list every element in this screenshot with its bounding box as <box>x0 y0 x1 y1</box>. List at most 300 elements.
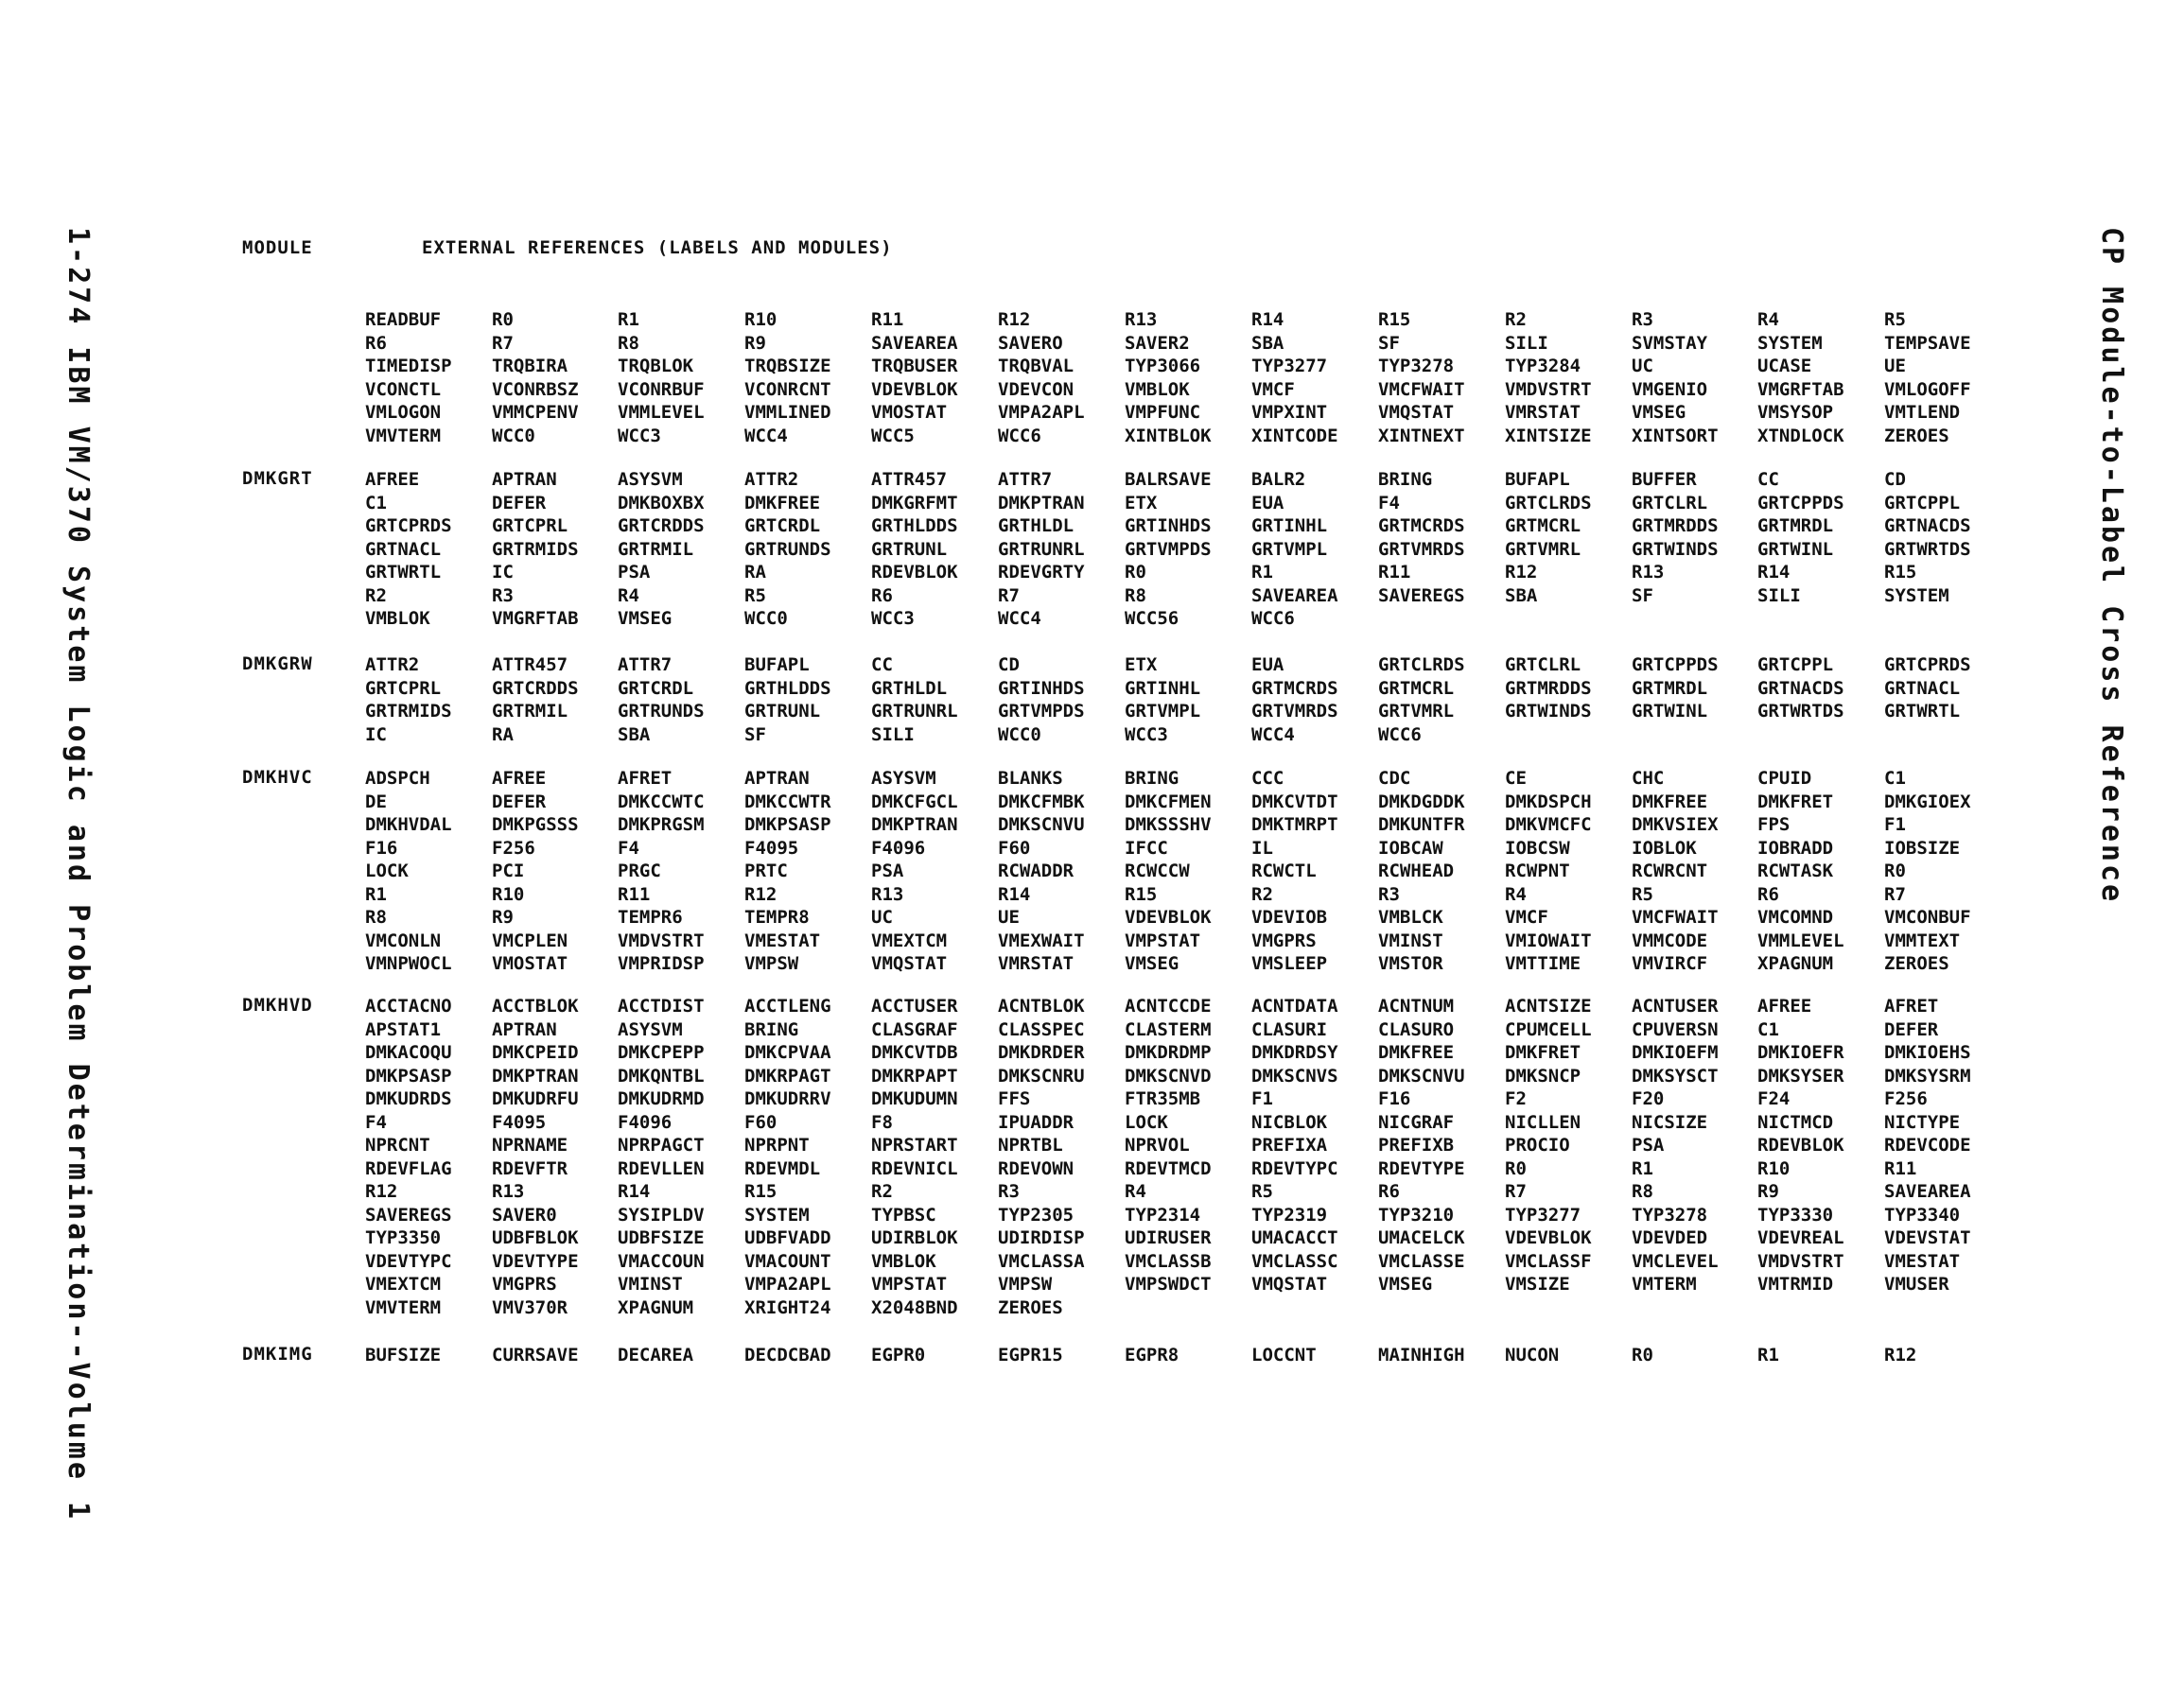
reference-label: TEMPSAVE <box>1884 332 1971 354</box>
reference-label: GRTVMRL <box>1378 701 1455 722</box>
reference-label: EUA <box>1251 654 1284 675</box>
reference-label: SAVEREGS <box>365 1204 452 1226</box>
reference-label: VMBLOK <box>365 608 430 629</box>
reference-label: DMKSYSCT <box>1632 1065 1719 1087</box>
reference-label: F4096 <box>618 1111 673 1133</box>
reference-label: UE <box>998 907 1020 928</box>
reference-label: PREFIXA <box>1251 1135 1328 1156</box>
reference-label: ACNTNUM <box>1378 996 1455 1017</box>
reference-label: DMKSCNVD <box>1125 1065 1212 1087</box>
reference-label: VDEVBLOK <box>1505 1227 1592 1248</box>
reference-label: CPUMCELL <box>1505 1018 1592 1040</box>
reference-label: F8 <box>871 1111 893 1133</box>
reference-label: DMKUDUMN <box>871 1088 958 1109</box>
reference-label: F60 <box>744 1111 778 1133</box>
reference-label: F1 <box>1251 1088 1273 1109</box>
reference-label: R1 <box>365 883 387 905</box>
reference-label: IFCC <box>1125 837 1168 859</box>
reference-label: NICTMCD <box>1757 1111 1834 1133</box>
reference-label: GRTRUNL <box>744 701 821 722</box>
reference-label: WCC3 <box>871 608 915 629</box>
reference-label: IOBLOK <box>1632 837 1697 859</box>
reference-label: C1 <box>1757 1018 1779 1040</box>
reference-label: GRTCRDDS <box>492 677 579 699</box>
reference-label: R6 <box>871 584 893 606</box>
reference-label: UMACELCK <box>1378 1227 1465 1248</box>
reference-label: GRTVMPDS <box>998 701 1085 722</box>
reference-label: GRTRUNDS <box>618 701 705 722</box>
reference-label: ACCTLENG <box>744 996 831 1017</box>
reference-label: R14 <box>1251 309 1284 330</box>
reference-label: BRING <box>1378 469 1433 490</box>
reference-label: GRTCLRL <box>1632 492 1708 513</box>
reference-label: NICSIZE <box>1632 1111 1708 1133</box>
reference-label: VMSEG <box>618 608 673 629</box>
reference-label: ZEROES <box>1884 425 1949 446</box>
reference-label: PROCIO <box>1505 1135 1570 1156</box>
reference-label: R10 <box>744 309 778 330</box>
reference-label: R15 <box>744 1181 778 1202</box>
reference-label: R4 <box>618 584 639 606</box>
reference-label: RDEVNICL <box>871 1157 958 1179</box>
reference-label: DMKUDRMD <box>618 1088 705 1109</box>
reference-label: DMKSCNRU <box>998 1065 1085 1087</box>
reference-label: GRTMCRL <box>1505 515 1581 536</box>
reference-label: FFS <box>998 1088 1031 1109</box>
reference-label: TEMPR6 <box>618 907 683 928</box>
reference-label: VCONCTL <box>365 378 442 400</box>
reference-label: TYP2305 <box>998 1204 1075 1226</box>
reference-label: F60 <box>998 837 1031 859</box>
reference-label: VMOSTAT <box>871 402 948 423</box>
reference-label: IL <box>1251 837 1273 859</box>
reference-label: ACCTACNO <box>365 996 452 1017</box>
reference-label: RCWADDR <box>998 861 1075 881</box>
reference-label: GRTCPRDS <box>1884 654 1971 675</box>
reference-label: GRTWRTL <box>1884 701 1961 722</box>
reference-label: DMKCPVAA <box>744 1042 831 1063</box>
reference-label: R1 <box>1632 1157 1653 1179</box>
reference-label: TRQBLOK <box>618 356 694 376</box>
reference-label: SILI <box>871 723 915 745</box>
reference-label: GRTCPRL <box>492 515 568 536</box>
reference-label: TYP3330 <box>1757 1204 1834 1226</box>
reference-label: VMBLOK <box>1125 378 1190 400</box>
reference-label: GRTWINDS <box>1632 538 1719 560</box>
reference-label: R11 <box>1884 1157 1917 1179</box>
reference-label: IPUADDR <box>998 1111 1075 1133</box>
reference-label: VMESTAT <box>1884 1250 1961 1272</box>
reference-label: IOBRADD <box>1757 837 1834 859</box>
reference-label: VMTERM <box>1632 1274 1697 1295</box>
reference-label: CD <box>998 654 1020 675</box>
reference-label: VMDVSTRT <box>1505 378 1592 400</box>
reference-label: SAVEAREA <box>871 332 958 354</box>
reference-label: R5 <box>1884 309 1906 330</box>
reference-label: VDEVBLOK <box>871 378 958 400</box>
reference-label: VMBLCK <box>1378 907 1443 928</box>
reference-label: F4 <box>1378 492 1400 513</box>
reference-label: VMCF <box>1251 378 1295 400</box>
reference-label: ACNTBLOK <box>998 996 1085 1017</box>
reference-label: R1 <box>1251 562 1273 583</box>
reference-label: ACNTCCDE <box>1125 996 1212 1017</box>
reference-label: GRTWRTDS <box>1884 538 1971 560</box>
reference-label: PRTC <box>744 861 788 881</box>
reference-label: DMKSCNVS <box>1251 1065 1338 1087</box>
reference-label: VMCOMND <box>1757 907 1834 928</box>
reference-label: AFRET <box>1884 996 1939 1017</box>
reference-label: MAINHIGH <box>1378 1345 1465 1365</box>
reference-label: SILI <box>1757 584 1801 606</box>
reference-label: GRTRMIL <box>492 701 568 722</box>
reference-label: UC <box>1632 356 1653 376</box>
reference-label: DMKPSASP <box>744 814 831 835</box>
reference-label: GRTNACDS <box>1757 677 1844 699</box>
reference-label: TYP3210 <box>1378 1204 1455 1226</box>
reference-label: VMSEG <box>1378 1274 1433 1295</box>
reference-label: GRTVMRL <box>1505 538 1581 560</box>
reference-label: GRTRMIDS <box>365 701 452 722</box>
reference-label: DMKPSASP <box>365 1065 452 1087</box>
reference-label: GRTINHDS <box>1125 515 1212 536</box>
reference-label: CCC <box>1251 768 1284 789</box>
reference-label: SBA <box>1505 584 1538 606</box>
reference-label: XINTCODE <box>1251 425 1338 446</box>
reference-label: F24 <box>1757 1088 1791 1109</box>
reference-label: BUFSIZE <box>365 1345 442 1365</box>
reference-label: GRTMRDL <box>1632 677 1708 699</box>
reference-label: VMGPRS <box>492 1274 557 1295</box>
reference-label: GRTCRDL <box>744 515 821 536</box>
reference-label: VMBLOK <box>871 1250 936 1272</box>
reference-label: XINTSORT <box>1632 425 1719 446</box>
reference-label: VMCFWAIT <box>1632 907 1719 928</box>
reference-label: DMKSCNVU <box>1378 1065 1465 1087</box>
reference-label: DE <box>365 791 387 812</box>
reference-label: VDEVTYPE <box>492 1250 579 1272</box>
reference-label: VMMLEVEL <box>618 402 705 423</box>
reference-label: LOCCNT <box>1251 1345 1317 1365</box>
reference-label: IOBCSW <box>1505 837 1570 859</box>
reference-label: DMKUDRDS <box>365 1088 452 1109</box>
reference-label: ACCTBLOK <box>492 996 579 1017</box>
reference-label: RCWRCNT <box>1632 861 1708 881</box>
reference-label: VMCLASSB <box>1125 1250 1212 1272</box>
reference-label: AFREE <box>1757 996 1812 1017</box>
reference-label: R11 <box>1378 562 1411 583</box>
reference-label: WCC6 <box>1251 608 1295 629</box>
reference-label: GRTHLDL <box>871 677 948 699</box>
reference-label: VMSIZE <box>1505 1274 1570 1295</box>
reference-label: UDIRUSER <box>1125 1227 1212 1248</box>
reference-label: LOCK <box>1125 1111 1168 1133</box>
reference-label: F4 <box>618 837 639 859</box>
reference-label: ASYSVM <box>618 1018 683 1040</box>
reference-label: WCC6 <box>998 425 1041 446</box>
reference-label: R0 <box>492 309 514 330</box>
reference-label: R3 <box>492 584 514 606</box>
reference-label: DMKDRDER <box>998 1042 1085 1063</box>
reference-label: VMEXTCM <box>871 930 948 951</box>
reference-label: DMKVSIEX <box>1632 814 1719 835</box>
reference-label: VDEVTYPC <box>365 1250 452 1272</box>
reference-label: DMKPGSSS <box>492 814 579 835</box>
reference-label: VMESTAT <box>744 930 821 951</box>
reference-label: VMOSTAT <box>492 953 568 974</box>
reference-label: IOBSIZE <box>1884 837 1961 859</box>
reference-label: NPRCNT <box>365 1135 430 1156</box>
reference-label: DEFER <box>492 492 547 513</box>
reference-label: F4096 <box>871 837 926 859</box>
reference-label: ATTR2 <box>744 469 799 490</box>
reference-label: DMKDRDSY <box>1251 1042 1338 1063</box>
reference-label: GRTCPRDS <box>365 515 452 536</box>
reference-label: ACNTUSER <box>1632 996 1719 1017</box>
reference-label: VMSEG <box>1632 402 1686 423</box>
reference-label: DMKFREE <box>1378 1042 1455 1063</box>
reference-label: F4 <box>365 1111 387 1133</box>
reference-label: VMVTERM <box>365 1296 442 1318</box>
reference-label: VMPSTAT <box>871 1274 948 1295</box>
reference-label: CLASURI <box>1251 1018 1328 1040</box>
module-name: DMKGRW <box>242 653 313 674</box>
reference-label: VMMCPENV <box>492 402 579 423</box>
reference-label: DMKBOXBX <box>618 492 705 513</box>
reference-label: DMKGRFMT <box>871 492 958 513</box>
reference-label: R1 <box>618 309 639 330</box>
reference-label: CPUVERSN <box>1632 1018 1719 1040</box>
reference-label: WCC5 <box>871 425 915 446</box>
reference-label: R0 <box>1125 562 1146 583</box>
reference-label: VMPRIDSP <box>618 953 705 974</box>
reference-label: ASYSVM <box>618 469 683 490</box>
reference-label: WCC0 <box>492 425 535 446</box>
reference-label: R4 <box>1125 1181 1146 1202</box>
reference-label: DMKHVDAL <box>365 814 452 835</box>
reference-label: TRQBSIZE <box>744 356 831 376</box>
reference-label: VMCLASSE <box>1378 1250 1465 1272</box>
reference-label: APTRAN <box>492 1018 557 1040</box>
reference-label: ATTR7 <box>618 654 673 675</box>
reference-label: GRTCPPL <box>1884 492 1961 513</box>
reference-label: CURRSAVE <box>492 1345 579 1365</box>
reference-label: CE <box>1505 768 1527 789</box>
reference-label: DMKRPAGT <box>744 1065 831 1087</box>
reference-label: DMKCVTDT <box>1251 791 1338 812</box>
reference-label: GRTCLRDS <box>1505 492 1592 513</box>
reference-label: VMGRFTAB <box>1757 378 1844 400</box>
reference-label: R10 <box>492 883 525 905</box>
reference-label: R4 <box>1505 883 1527 905</box>
reference-label: UDBFBLOK <box>492 1227 579 1248</box>
reference-label: DMKFREE <box>1632 791 1708 812</box>
reference-label: SYSTEM <box>744 1204 810 1226</box>
reference-label: GRTWRTDS <box>1757 701 1844 722</box>
reference-label: DMKSYSRM <box>1884 1065 1971 1087</box>
reference-label: NICTYPE <box>1884 1111 1961 1133</box>
reference-label: VMCLASSF <box>1505 1250 1592 1272</box>
reference-label: VMQSTAT <box>1378 402 1455 423</box>
reference-label: VMMLINED <box>744 402 831 423</box>
reference-label: GRTHLDDS <box>744 677 831 699</box>
reference-label: SILI <box>1505 332 1548 354</box>
reference-label: VDEVIOB <box>1251 907 1328 928</box>
reference-label: RDEVTYPC <box>1251 1157 1338 1179</box>
reference-label: DMKCFMEN <box>1125 791 1212 812</box>
reference-label: TYP3066 <box>1125 356 1201 376</box>
reference-label: VMTTIME <box>1505 953 1581 974</box>
reference-label: VMPXINT <box>1251 402 1328 423</box>
reference-label: GRTCPPDS <box>1757 492 1844 513</box>
reference-label: FPS <box>1757 814 1791 835</box>
reference-label: SAVER0 <box>492 1204 557 1226</box>
reference-label: GRTHLDDS <box>871 515 958 536</box>
reference-label: DMKCPEPP <box>618 1042 705 1063</box>
reference-label: VMRSTAT <box>1505 402 1581 423</box>
reference-label: VCONRBUF <box>618 378 705 400</box>
reference-label: DMKDRDMP <box>1125 1042 1212 1063</box>
reference-label: RA <box>744 562 766 583</box>
reference-label: APSTAT1 <box>365 1018 442 1040</box>
reference-label: VMMCODE <box>1632 930 1708 951</box>
reference-label: GRTINHL <box>1125 677 1201 699</box>
reference-label: VMACOUNT <box>744 1250 831 1272</box>
reference-label: SF <box>744 723 766 745</box>
reference-label: FTR35MB <box>1125 1088 1201 1109</box>
reference-label: EGPR0 <box>871 1345 926 1365</box>
reference-label: RDEVCODE <box>1884 1135 1971 1156</box>
reference-label: BALR2 <box>1251 469 1306 490</box>
reference-label: VMVTERM <box>365 425 442 446</box>
reference-label: R2 <box>365 584 387 606</box>
reference-label: ASYSVM <box>871 768 936 789</box>
reference-label: R15 <box>1378 309 1411 330</box>
reference-label: NUCON <box>1505 1345 1560 1365</box>
reference-label: DMKQNTBL <box>618 1065 705 1087</box>
reference-label: XINTBLOK <box>1125 425 1212 446</box>
reference-label: SAVERO <box>998 332 1063 354</box>
reference-label: RDEVBLOK <box>1757 1135 1844 1156</box>
reference-label: GRTRMIDS <box>492 538 579 560</box>
reference-label: CLASSPEC <box>998 1018 1085 1040</box>
reference-label: GRTWINL <box>1632 701 1708 722</box>
reference-label: VMCFWAIT <box>1378 378 1465 400</box>
reference-label: R8 <box>1125 584 1146 606</box>
reference-label: GRTCLRL <box>1505 654 1581 675</box>
reference-label: GRTWRTL <box>365 562 442 583</box>
reference-label: TYP3350 <box>365 1227 442 1248</box>
reference-label: VMPFUNC <box>1125 402 1201 423</box>
reference-label: VMNPWOCL <box>365 953 452 974</box>
reference-label: ACCTDIST <box>618 996 705 1017</box>
reference-label: IC <box>365 723 387 745</box>
reference-label: GRTWINDS <box>1505 701 1592 722</box>
reference-label: RCWPNT <box>1505 861 1570 881</box>
reference-label: XTNDLOCK <box>1757 425 1844 446</box>
reference-label: VMV370R <box>492 1296 568 1318</box>
reference-label: R0 <box>1884 861 1906 881</box>
reference-label: NPRTBL <box>998 1135 1063 1156</box>
reference-label: XRIGHT24 <box>744 1296 831 1318</box>
reference-label: EGPR15 <box>998 1345 1063 1365</box>
reference-label: DMKUNTFR <box>1378 814 1465 835</box>
reference-label: IOBCAW <box>1378 837 1443 859</box>
reference-label: WCC3 <box>618 425 661 446</box>
reference-label: UDIRBLOK <box>871 1227 958 1248</box>
reference-label: LOCK <box>365 861 409 881</box>
reference-label: RDEVLLEN <box>618 1157 705 1179</box>
reference-label: SAVEAREA <box>1884 1181 1971 1202</box>
reference-label: VMCLASSA <box>998 1250 1085 1272</box>
page-footer-title: 1-274 IBM VM/370 System Logic and Problem Determination--Volume 1 <box>61 227 95 1522</box>
reference-label: TYP3277 <box>1505 1204 1581 1226</box>
reference-label: R3 <box>1378 883 1400 905</box>
reference-label: NICLLEN <box>1505 1111 1581 1133</box>
reference-label: VMEXWAIT <box>998 930 1085 951</box>
reference-label: RA <box>492 723 514 745</box>
reference-label: VMSEG <box>1125 953 1179 974</box>
reference-label: R2 <box>871 1181 893 1202</box>
module-name: DMKHVD <box>242 995 313 1016</box>
reference-label: VMCPLEN <box>492 930 568 951</box>
reference-label: ACNTSIZE <box>1505 996 1592 1017</box>
reference-label: VMMLEVEL <box>1757 930 1844 951</box>
reference-label: TYP3278 <box>1632 1204 1708 1226</box>
reference-label: VMSTOR <box>1378 953 1443 974</box>
reference-label: SBA <box>1251 332 1284 354</box>
reference-label: DMKUDRRV <box>744 1088 831 1109</box>
reference-label: WCC0 <box>998 723 1041 745</box>
reference-label: RCWCCW <box>1125 861 1190 881</box>
reference-label: RDEVFTR <box>492 1157 568 1179</box>
reference-label: DMKSYSER <box>1757 1065 1844 1087</box>
reference-label: RDEVFLAG <box>365 1157 452 1179</box>
reference-label: RDEVTMCD <box>1125 1157 1212 1179</box>
reference-label: GRTNACL <box>1884 677 1961 699</box>
reference-label: CD <box>1884 469 1906 490</box>
reference-label: TYP3284 <box>1505 356 1581 376</box>
reference-label: C1 <box>1884 768 1906 789</box>
reference-label: VMGRFTAB <box>492 608 579 629</box>
reference-label: DMKCFMBK <box>998 791 1085 812</box>
reference-label: BUFFER <box>1632 469 1697 490</box>
reference-label: DMKPRGSM <box>618 814 705 835</box>
reference-label: F1 <box>1884 814 1906 835</box>
reference-label: VMEXTCM <box>365 1274 442 1295</box>
reference-label: SYSIPLDV <box>618 1204 705 1226</box>
reference-label: TYP2319 <box>1251 1204 1328 1226</box>
reference-label: VDEVREAL <box>1757 1227 1844 1248</box>
reference-label: NICBLOK <box>1251 1111 1328 1133</box>
reference-label: R7 <box>1884 883 1906 905</box>
reference-label: BUFAPL <box>1505 469 1570 490</box>
reference-label: R9 <box>744 332 766 354</box>
reference-label: AFREE <box>492 768 547 789</box>
reference-label: TYP2314 <box>1125 1204 1201 1226</box>
reference-label: GRTINHDS <box>998 677 1085 699</box>
reference-label: DMKFRET <box>1757 791 1834 812</box>
reference-label: ETX <box>1125 654 1158 675</box>
reference-label: VMRSTAT <box>998 953 1075 974</box>
reference-label: RCWTASK <box>1757 861 1834 881</box>
reference-label: R3 <box>998 1181 1020 1202</box>
reference-label: GRTMRDDS <box>1632 515 1719 536</box>
reference-label: AFRET <box>618 768 673 789</box>
reference-label: R7 <box>998 584 1020 606</box>
reference-label: DMKSSSHV <box>1125 814 1212 835</box>
reference-label: VMINST <box>618 1274 683 1295</box>
